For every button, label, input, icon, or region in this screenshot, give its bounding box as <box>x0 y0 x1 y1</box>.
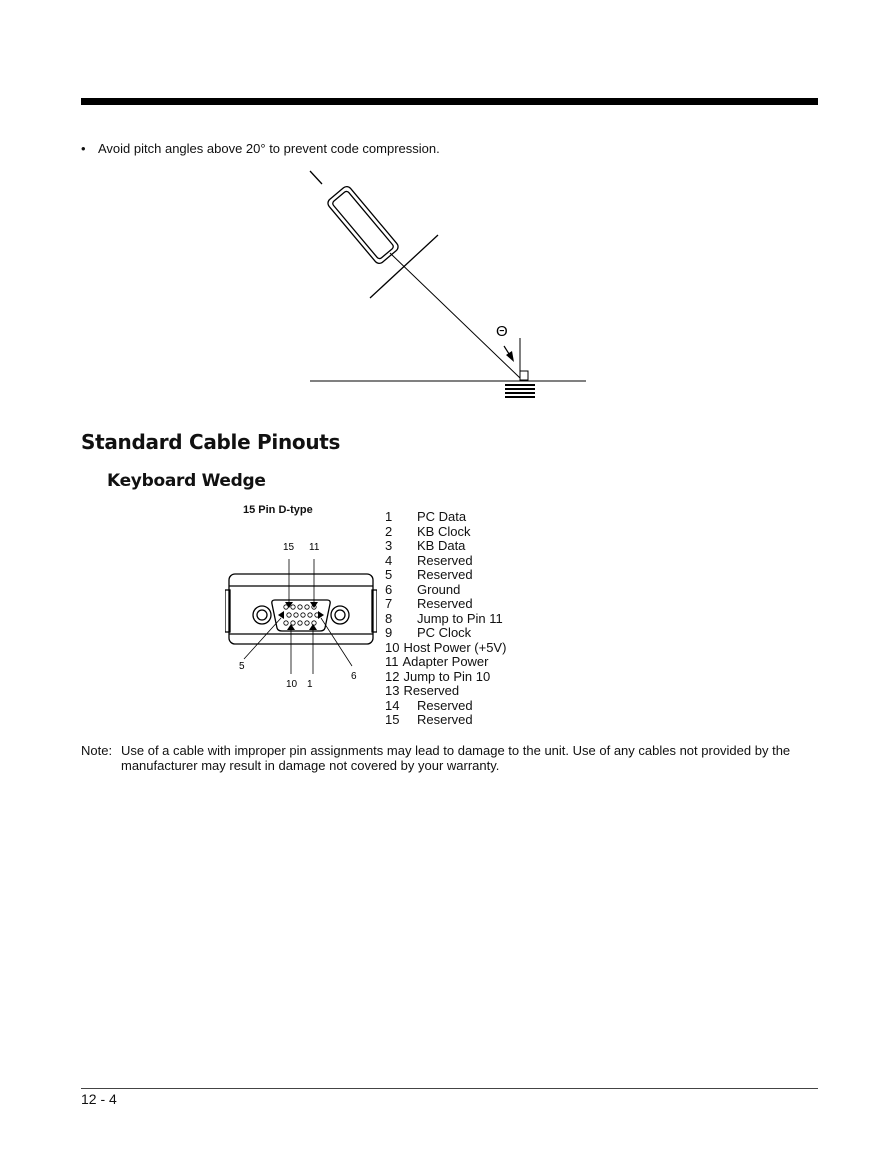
pin-number: 1 <box>385 509 393 524</box>
pitch-angle-bullet <box>81 141 440 156</box>
pin-number: 13 <box>385 683 400 698</box>
pin-signal-name: Reserved <box>417 567 473 582</box>
scanner-body <box>326 185 400 266</box>
pin-signal-name: Jump to Pin 11 <box>417 610 503 626</box>
barcode-stack <box>505 385 535 397</box>
pin-signal-name: Ground <box>417 581 461 597</box>
pin-signal-name: Reserved <box>403 683 460 698</box>
pin-number: 6 <box>385 581 393 597</box>
pin-number: 10 <box>385 639 400 655</box>
surface-marker <box>520 371 528 380</box>
connector-title: 15 Pin D-type <box>243 504 313 516</box>
pin-row <box>385 539 506 554</box>
page-number: 12 - 4 <box>81 1091 117 1107</box>
pin-number: 14 <box>385 697 400 713</box>
pin-row <box>385 568 506 583</box>
pin-row <box>385 583 506 598</box>
pin-number: 11 <box>385 654 399 669</box>
pin-label-1: 1 <box>307 679 313 690</box>
pin-signal-name: Reserved <box>417 552 473 568</box>
pin-label-5: 5 <box>239 661 245 672</box>
pin-row <box>385 525 506 540</box>
pin-signal-name: Host Power (+5V) <box>403 639 507 655</box>
note-block <box>81 744 821 773</box>
pin-label-11: 11 <box>309 542 320 553</box>
pin-number: 15 <box>385 712 400 727</box>
pin-row <box>385 684 506 699</box>
subsection-title: Keyboard Wedge <box>107 471 266 491</box>
pin-number: 7 <box>385 596 393 611</box>
pin-label-15: 15 <box>283 542 295 553</box>
angle-theta-label: Θ <box>496 323 508 340</box>
pin-signal-name: Reserved <box>417 596 473 611</box>
bullet-text: Avoid pitch angles above 20° to prevent code compression. <box>98 141 440 156</box>
pin-row <box>385 641 506 656</box>
pin-signal-name: Reserved <box>417 697 473 713</box>
pin-row <box>385 655 506 670</box>
scanner-body-inner <box>332 190 395 260</box>
pin-number: 12 <box>385 668 400 684</box>
pin-row <box>385 626 506 641</box>
d-type-connector-diagram <box>225 538 377 694</box>
pin-number: 4 <box>385 552 393 568</box>
header-rule <box>81 98 818 105</box>
pin-assignment-list <box>385 510 506 728</box>
pin-signal-name: PC Clock <box>417 625 472 640</box>
scanner-cable <box>310 171 322 184</box>
pin-signal-name: Jump to Pin 10 <box>403 668 491 684</box>
footer-rule <box>81 1088 818 1089</box>
pin-number: 9 <box>385 625 393 640</box>
pin-number: 2 <box>385 523 393 539</box>
pin-signal-name: Adapter Power <box>402 654 489 669</box>
scanner-illustration <box>310 171 438 298</box>
pin-number: 8 <box>385 610 393 626</box>
pin-label-10: 10 <box>286 679 298 690</box>
pin-row <box>385 699 506 714</box>
pin-signal-name: KB Data <box>417 538 466 553</box>
bullet-symbol: • <box>81 141 86 156</box>
pin-row <box>385 612 506 627</box>
pin-holes <box>284 605 319 625</box>
pin-signal-name: KB Clock <box>417 523 471 539</box>
angle-arrow-head <box>506 351 514 362</box>
pin-label-6: 6 <box>351 671 357 682</box>
pin-signal-name: Reserved <box>417 712 473 727</box>
pin-row <box>385 713 506 728</box>
scan-beam-line <box>390 253 520 378</box>
pin-number: 3 <box>385 538 393 553</box>
pin-row <box>385 554 506 569</box>
pin-row <box>385 510 506 525</box>
pin-number: 5 <box>385 567 393 582</box>
pitch-angle-diagram <box>300 168 600 403</box>
pin-signal-name: PC Data <box>417 509 467 524</box>
pin-row <box>385 670 506 685</box>
section-title: Standard Cable Pinouts <box>81 430 341 454</box>
pin-row <box>385 597 506 612</box>
note-label: Note: <box>81 743 113 758</box>
note-text: Use of a cable with improper pin assignments may lead to damage to the unit. Use of any cables not provided by the manufacturer may result in damage not covered by your warranty. <box>121 743 791 773</box>
